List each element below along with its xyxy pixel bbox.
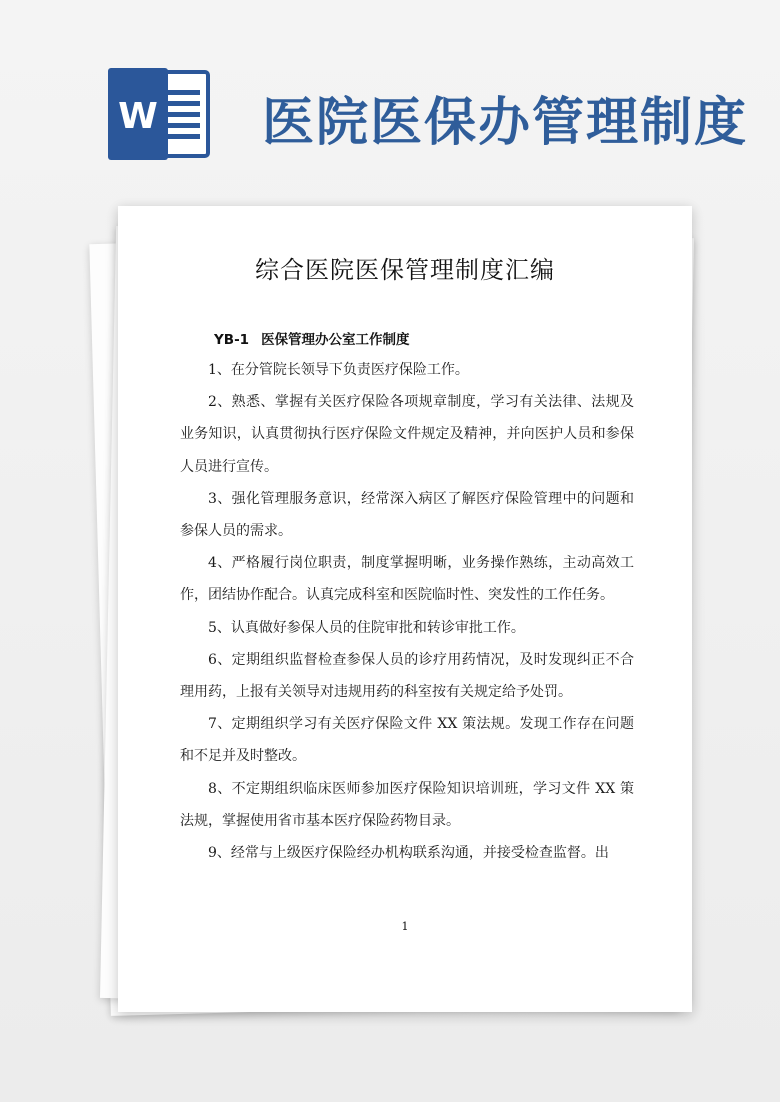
paragraph: 4、严格履行岗位职责，制度掌握明晰，业务操作熟练，主动高效工作，团结协作配合。认真完成科室和医院临时性、突发性的工作任务。 bbox=[180, 555, 634, 604]
paragraph: 1、在分管院长领导下负责医疗保险工作。 bbox=[208, 362, 469, 378]
paragraph: 2、熟悉、掌握有关医疗保险各项规章制度，学习有关法律、法规及业务知识，认真贯彻执行医疗保险文件规定及精神，并向医护人员和参保人员进行宣传。 bbox=[180, 394, 634, 475]
banner-title: 医院医保办管理制度 bbox=[262, 92, 749, 153]
paragraph: 6、定期组织监督检查参保人员的诊疗用药情况，及时发现纠正不合理用药，上报有关领导对违规用药的科室按有关规定给予处罚。 bbox=[180, 651, 634, 701]
section-title: 医保管理办公室工作制度 bbox=[261, 332, 410, 348]
paragraph: 7、定期组织学习有关医疗保险文件 XX 策法规。发现工作存在问题和不足并及时整改。 bbox=[180, 716, 634, 765]
word-icon-letter: W bbox=[118, 96, 158, 137]
word-icon bbox=[108, 68, 212, 160]
document-page bbox=[118, 206, 692, 1012]
paragraph: 5、认真做好参保人员的住院审批和转诊审批工作。 bbox=[208, 619, 525, 636]
section-code: YB-1 bbox=[214, 332, 250, 348]
paragraph: 8、不定期组织临床医师参加医疗保险知识培训班，学习文件 XX 策法规，掌握使用省市基本医疗保险药物目录。 bbox=[180, 780, 634, 829]
page-number: 1 bbox=[401, 920, 409, 933]
paragraph: 3、强化管理服务意识，经常深入病区了解医疗保险管理中的问题和参保人员的需求。 bbox=[180, 490, 634, 540]
document-title: 综合医院医保管理制度汇编 bbox=[255, 256, 555, 284]
section-heading bbox=[214, 328, 410, 348]
banner bbox=[0, 0, 780, 200]
paragraph: 9、经常与上级医疗保险经办机构联系沟通，并接受检查监督。出 bbox=[208, 845, 609, 862]
document-body bbox=[180, 354, 634, 869]
